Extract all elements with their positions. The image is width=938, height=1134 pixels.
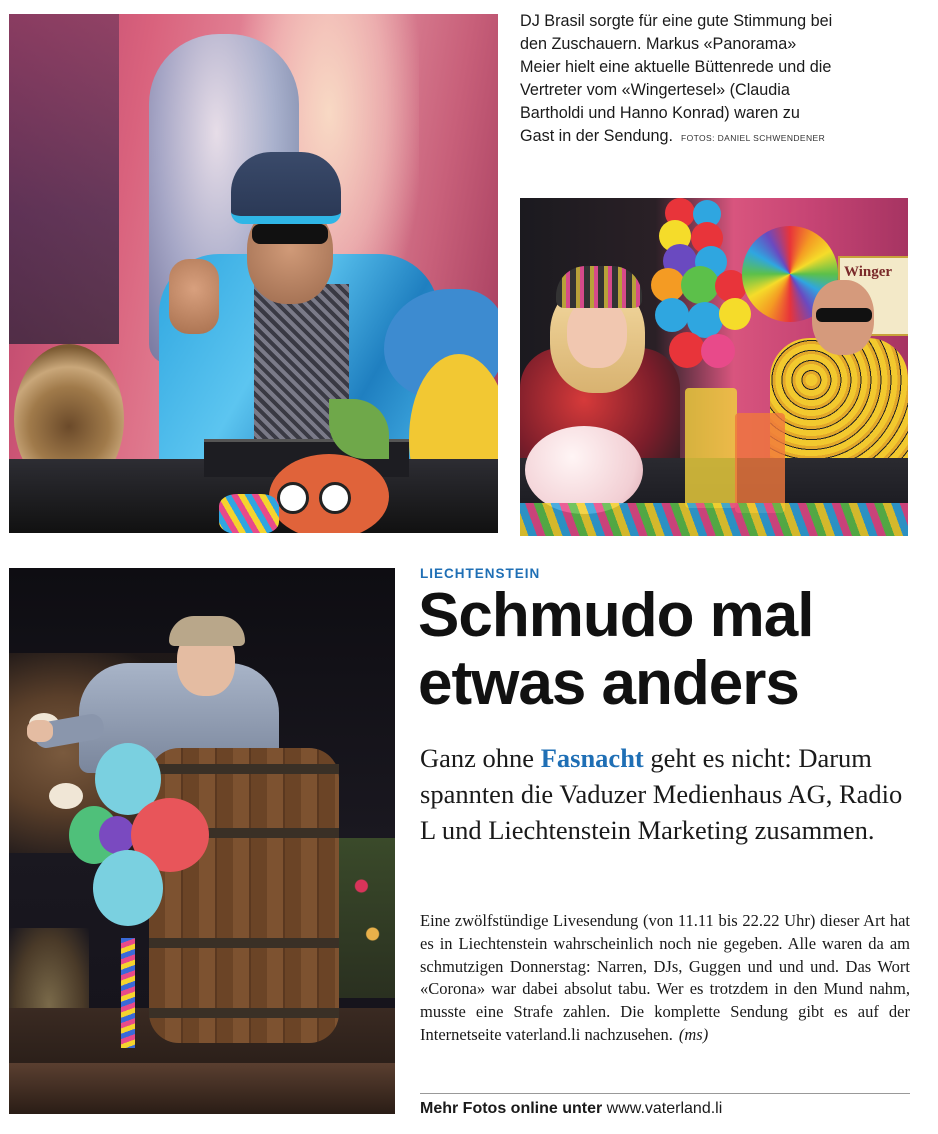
fruit-eye bbox=[319, 482, 351, 514]
lead-text: geht es nicht: Darum spannten die Vaduzer Medienhaus AG, Radio L und Liechtenstein Marketing zusammen. bbox=[420, 743, 903, 845]
article-lead bbox=[420, 740, 920, 848]
dj-hat bbox=[231, 152, 341, 224]
streamers bbox=[219, 494, 279, 533]
balloon bbox=[99, 816, 135, 854]
drink-glass bbox=[735, 413, 785, 513]
woman-face bbox=[567, 298, 627, 368]
drink-glass bbox=[685, 388, 737, 508]
streamers bbox=[520, 503, 908, 536]
speaker-cap bbox=[169, 616, 245, 646]
photo-caption bbox=[520, 10, 835, 150]
photo-dj-brasil bbox=[9, 14, 498, 533]
photo-wingertesel-guests bbox=[520, 198, 908, 536]
barrel-hoop bbox=[149, 1008, 339, 1018]
caption-text: DJ Brasil sorgte für eine gute Stimmung bei den Zuschauern. Markus «Panorama» Meier hielt eine aktuelle Büttenrede und die Vertreter vom «Wingertesel» (Claudia Bartholdi und Hanno Konrad) waren zu Gast in der Sendung. bbox=[520, 12, 833, 145]
piggy-bank bbox=[525, 426, 643, 514]
photo-buettenrede bbox=[9, 568, 395, 1114]
author-initials: (ms) bbox=[678, 1024, 709, 1044]
flower-decoration bbox=[339, 838, 395, 998]
barrel-hoop bbox=[149, 764, 339, 774]
website-link[interactable]: www.vaterland.li bbox=[606, 1100, 723, 1117]
article-headline: Schmudo mal etwas anders bbox=[418, 581, 814, 718]
balloon-ribbon bbox=[121, 938, 135, 1048]
lead-highlight: Fasnacht bbox=[540, 743, 644, 773]
balloon bbox=[93, 850, 163, 926]
woman-hat bbox=[556, 266, 642, 308]
wooden-barrel bbox=[149, 748, 339, 1043]
dj-sunglasses bbox=[252, 224, 328, 244]
man-yellow-costume bbox=[770, 338, 908, 478]
footer-divider bbox=[420, 1093, 910, 1094]
man-sunglasses bbox=[816, 308, 872, 322]
wingertesel-sign: Winger bbox=[838, 256, 908, 336]
stage-decoration bbox=[9, 14, 119, 344]
fruit-eye bbox=[277, 482, 309, 514]
photo-credit: FOTOS: DANIEL SCHWENDENER bbox=[680, 133, 826, 143]
speaker-hand bbox=[27, 720, 53, 742]
thumbs-up-hand bbox=[169, 259, 219, 334]
barrel-hoop bbox=[149, 938, 339, 948]
body-text: Eine zwölfstündige Livesendung (von 11.11 bis 22.22 Uhr) dieser Art hat es in Liechtenstein wahrscheinlich noch nie gegeben. Alle waren da am schmutzigen Donnerstag: Narren, DJs, Guggen und und und. Das Wort «Corona» war dabei absolut tabu. Wer es trotzdem in den Mund nahm, musste eine Strafe zahlen. Die komplette Sendung gibt es auf der Internetseite vaterland.li nachzusehen. bbox=[420, 911, 910, 1044]
article-kicker: LIECHTENSTEIN bbox=[420, 566, 541, 581]
lead-text: Ganz ohne bbox=[420, 743, 541, 773]
article-body bbox=[420, 910, 910, 1047]
stage-edge bbox=[9, 1063, 395, 1114]
more-photos-label: Mehr Fotos online unter bbox=[420, 1100, 603, 1117]
more-photos-line bbox=[420, 1100, 722, 1118]
